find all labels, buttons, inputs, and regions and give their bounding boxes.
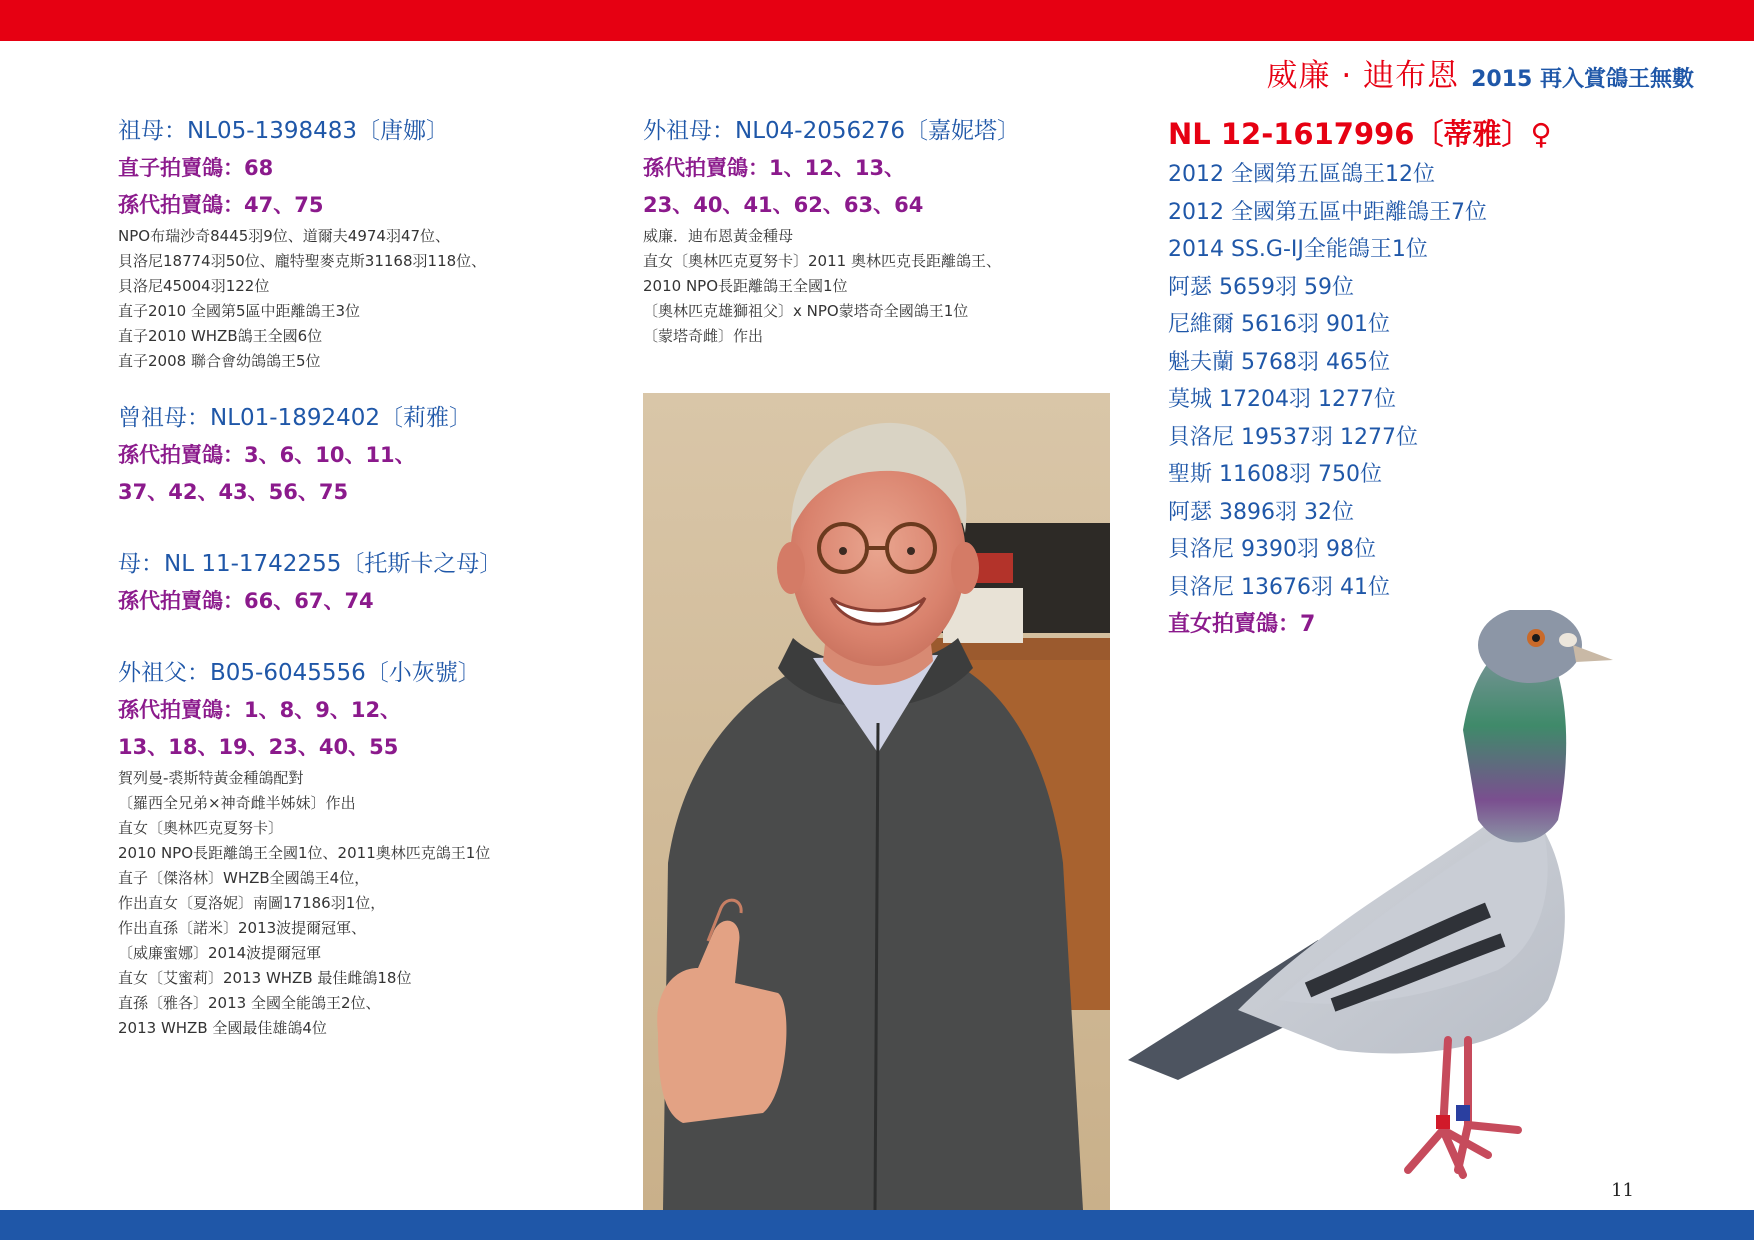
note-line: 貝洛尼45004羽122位 [118, 277, 270, 295]
auction-line: 孫代拍賣鴿：3、6、10、11、 [118, 443, 416, 467]
result-line: 尼維爾 5616羽 901位 [1168, 312, 1390, 337]
result-line: 2012 全國第五區中距離鴿王7位 [1168, 199, 1487, 225]
note-line: 〔蒙塔奇雌〕作出 [643, 327, 764, 345]
pedigree-column-left [118, 112, 618, 1041]
note-line: 威廉．迪布恩黃金種母 [643, 227, 794, 245]
mother-title: 母：NL 11-1742255〔托斯卡之母〕 [118, 551, 503, 577]
daughter-auction-line: 直女拍賣鴿：7 [1168, 612, 1316, 637]
maternal-grandfather-title: 外祖父：B05-6045556〔小灰號〕 [118, 660, 481, 686]
result-line: 阿瑟 3896羽 32位 [1168, 499, 1354, 525]
pigeon-image [1118, 610, 1678, 1200]
auction-line: 37、42、43、56、75 [118, 480, 349, 504]
auction-line: 孫代拍賣鴿：1、12、13、 [643, 156, 906, 180]
pigeon-info-column [1168, 112, 1688, 643]
grandmother-title: 祖母：NL05-1398483〔唐娜〕 [118, 118, 450, 144]
result-line: 魁夫蘭 5768羽 465位 [1168, 349, 1390, 375]
note-line: 直女〔奧林匹克夏努卡〕 [118, 819, 284, 837]
auction-line: 孫代拍賣鴿：66、67、74 [118, 589, 374, 613]
header-subtitle: 2015 再入賞鴿王無數 [1471, 67, 1694, 92]
result-line: 聖斯 11608羽 750位 [1168, 462, 1382, 487]
page-number: 11 [1611, 1180, 1634, 1201]
note-line: 貝洛尼18774羽50位、龐特聖麥克斯31168羽118位、 [118, 252, 487, 270]
breeder-name: 威廉 · 迪布恩 [1266, 58, 1460, 94]
maternal-grandmother-block [643, 112, 1113, 349]
grandmother-block [118, 112, 618, 374]
note-line: 〔威廉蜜娜〕2014波提爾冠軍 [118, 944, 322, 962]
auction-line: 直子拍賣鴿：68 [118, 156, 274, 180]
note-line: 直子〔傑洛林〕WHZB全國鴿王4位， [118, 869, 370, 887]
auction-line: 孫代拍賣鴿：1、8、9、12、 [118, 698, 402, 722]
pigeon-ring-number: NL 12-1617996〔蒂雅〕♀ [1168, 117, 1552, 151]
note-line: 作出直女〔夏洛妮〕南圖17186羽1位， [118, 894, 386, 912]
result-line: 2014 SS.G-IJ全能鴿王1位 [1168, 237, 1428, 262]
auction-line: 孫代拍賣鴿：47、75 [118, 193, 324, 217]
maternal-grandfather-block [118, 654, 618, 1041]
result-line: 貝洛尼 19537羽 1277位 [1168, 424, 1418, 450]
note-line: 2010 NPO長距離鴿王全國1位 [643, 277, 848, 295]
note-line: 賀列曼-裘斯特黃金種鴿配對 [118, 769, 304, 787]
note-line: 直子2008 聯合會幼鴿鴿王5位 [118, 352, 321, 370]
note-line: NPO布瑞沙奇8445羽9位、道爾夫4974羽47位、 [118, 227, 451, 245]
note-line: 直子2010 全國第5區中距離鴿王3位 [118, 302, 361, 320]
result-line: 貝洛尼 9390羽 98位 [1168, 537, 1376, 562]
great-grandmother-title: 曾祖母：NL01-1892402〔莉雅〕 [118, 405, 473, 431]
note-line: 直子2010 WHZB鴿王全國6位 [118, 327, 323, 345]
note-line: 作出直孫〔諾米〕2013波提爾冠軍、 [118, 919, 367, 937]
page-header [1267, 50, 1694, 95]
note-line: 2010 NPO長距離鴿王全國1位、2011奧林匹克鴿王1位 [118, 844, 491, 862]
auction-line: 23、40、41、62、63、64 [643, 193, 924, 217]
result-line: 莫城 17204羽 1277位 [1168, 387, 1396, 412]
note-line: 〔奧林匹克雄獅祖父〕x NPO蒙塔奇全國鴿王1位 [643, 302, 969, 320]
result-line: 貝洛尼 13676羽 41位 [1168, 574, 1390, 600]
bottom-blue-bar [0, 1210, 1754, 1240]
great-grandmother-block [118, 399, 618, 511]
auction-line: 13、18、19、23、40、55 [118, 735, 399, 759]
note-line: 〔羅西全兄弟×神奇雌半姊妹〕作出 [118, 794, 356, 812]
top-red-bar [0, 0, 1754, 41]
breeder-photo [643, 393, 1110, 1210]
note-line: 直女〔艾蜜莉〕2013 WHZB 最佳雌鴿18位 [118, 969, 412, 987]
note-line: 2013 WHZB 全國最佳雄鴿4位 [118, 1019, 327, 1037]
result-line: 2012 全國第五區鴿王12位 [1168, 162, 1435, 187]
pedigree-column-middle [643, 112, 1113, 349]
maternal-grandmother-title: 外祖母：NL04-2056276〔嘉妮塔〕 [643, 118, 1021, 144]
note-line: 直孫〔雅各〕2013 全國全能鴿王2位、 [118, 994, 381, 1012]
mother-block [118, 545, 618, 620]
result-line: 阿瑟 5659羽 59位 [1168, 274, 1354, 300]
note-line: 直女〔奧林匹克夏努卡〕2011 奧林匹克長距離鴿王、 [643, 252, 1001, 270]
